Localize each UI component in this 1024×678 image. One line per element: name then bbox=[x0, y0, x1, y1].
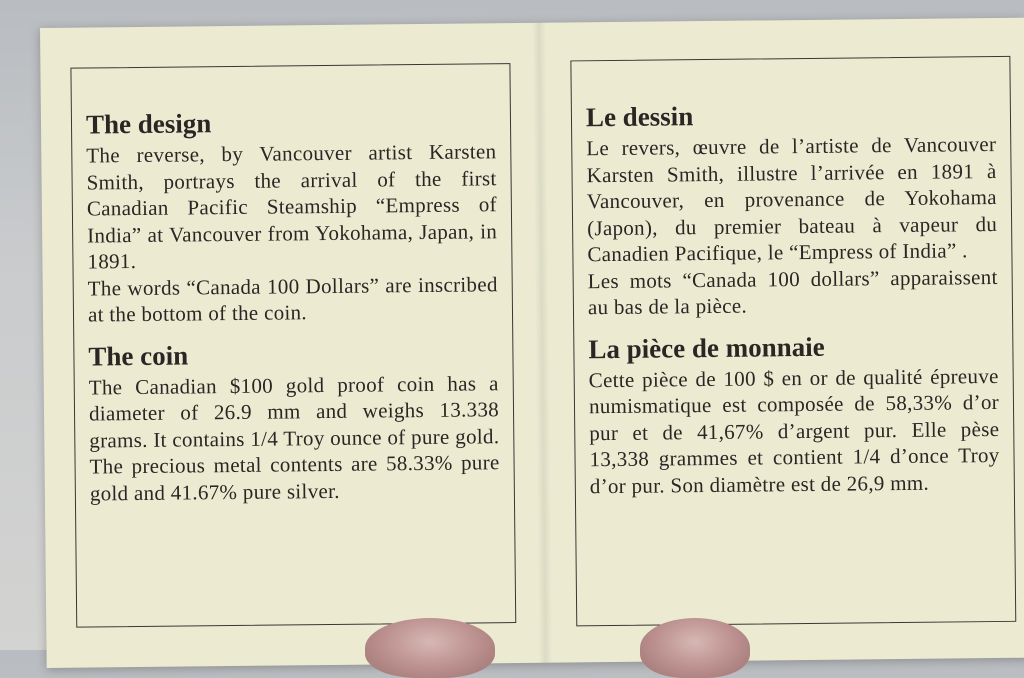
design-paragraph-en-2: The words “Canada 100 Dollars” are inscribed at the bottom of the coin. bbox=[87, 271, 498, 327]
design-paragraph-en-1: The reverse, by Vancouver artist Karsten Smith, portrays the arrival of the first Canadian Pacific Steamship “Empress of India” at Vancouver from Yokohama, Japan, in 1891. bbox=[86, 139, 498, 274]
coin-heading-fr: La pièce de monnaie bbox=[588, 331, 825, 364]
design-paragraph-fr-1: Le revers, œuvre de l’artiste de Vancouver Karsten Smith, illustre l’arrivée en 1891 à Vancouver, en provenance de Yokohama (Japon), du premier bateau à vapeur du Canadien Pacifique, le “Empress of India” . bbox=[586, 131, 998, 267]
french-panel bbox=[570, 56, 1016, 627]
page-crease bbox=[532, 23, 553, 663]
design-heading-fr: Le dessin bbox=[585, 101, 694, 133]
thumb-right bbox=[640, 618, 750, 678]
coin-paragraph-fr: Cette pièce de 100 $ en or de qualité épreuve numismatique est composée de 58,33% d’or pur et de 41,67% d’argent pur. Elle pèse 13,338 grammes et contient 1/4 d’once Troy d’or pur. Son diamètre est de 26,9 mm. bbox=[588, 363, 1000, 498]
thumb-left bbox=[365, 618, 495, 678]
design-heading-en: The design bbox=[85, 108, 212, 140]
english-panel bbox=[70, 63, 516, 628]
coin-paragraph-en: The Canadian $100 gold proof coin has a diameter of 26.9 mm and weighs 13.338 grams. It contains 1/4 Troy ounce of pure gold. The precious metal contents are 58.33% pure gold and 41.67% pure silver. bbox=[88, 370, 500, 506]
booklet bbox=[40, 18, 1024, 668]
coin-heading-en: The coin bbox=[88, 339, 189, 372]
design-paragraph-fr-2: Les mots “Canada 100 dollars” apparaissent au bas de la pièce. bbox=[587, 264, 998, 320]
